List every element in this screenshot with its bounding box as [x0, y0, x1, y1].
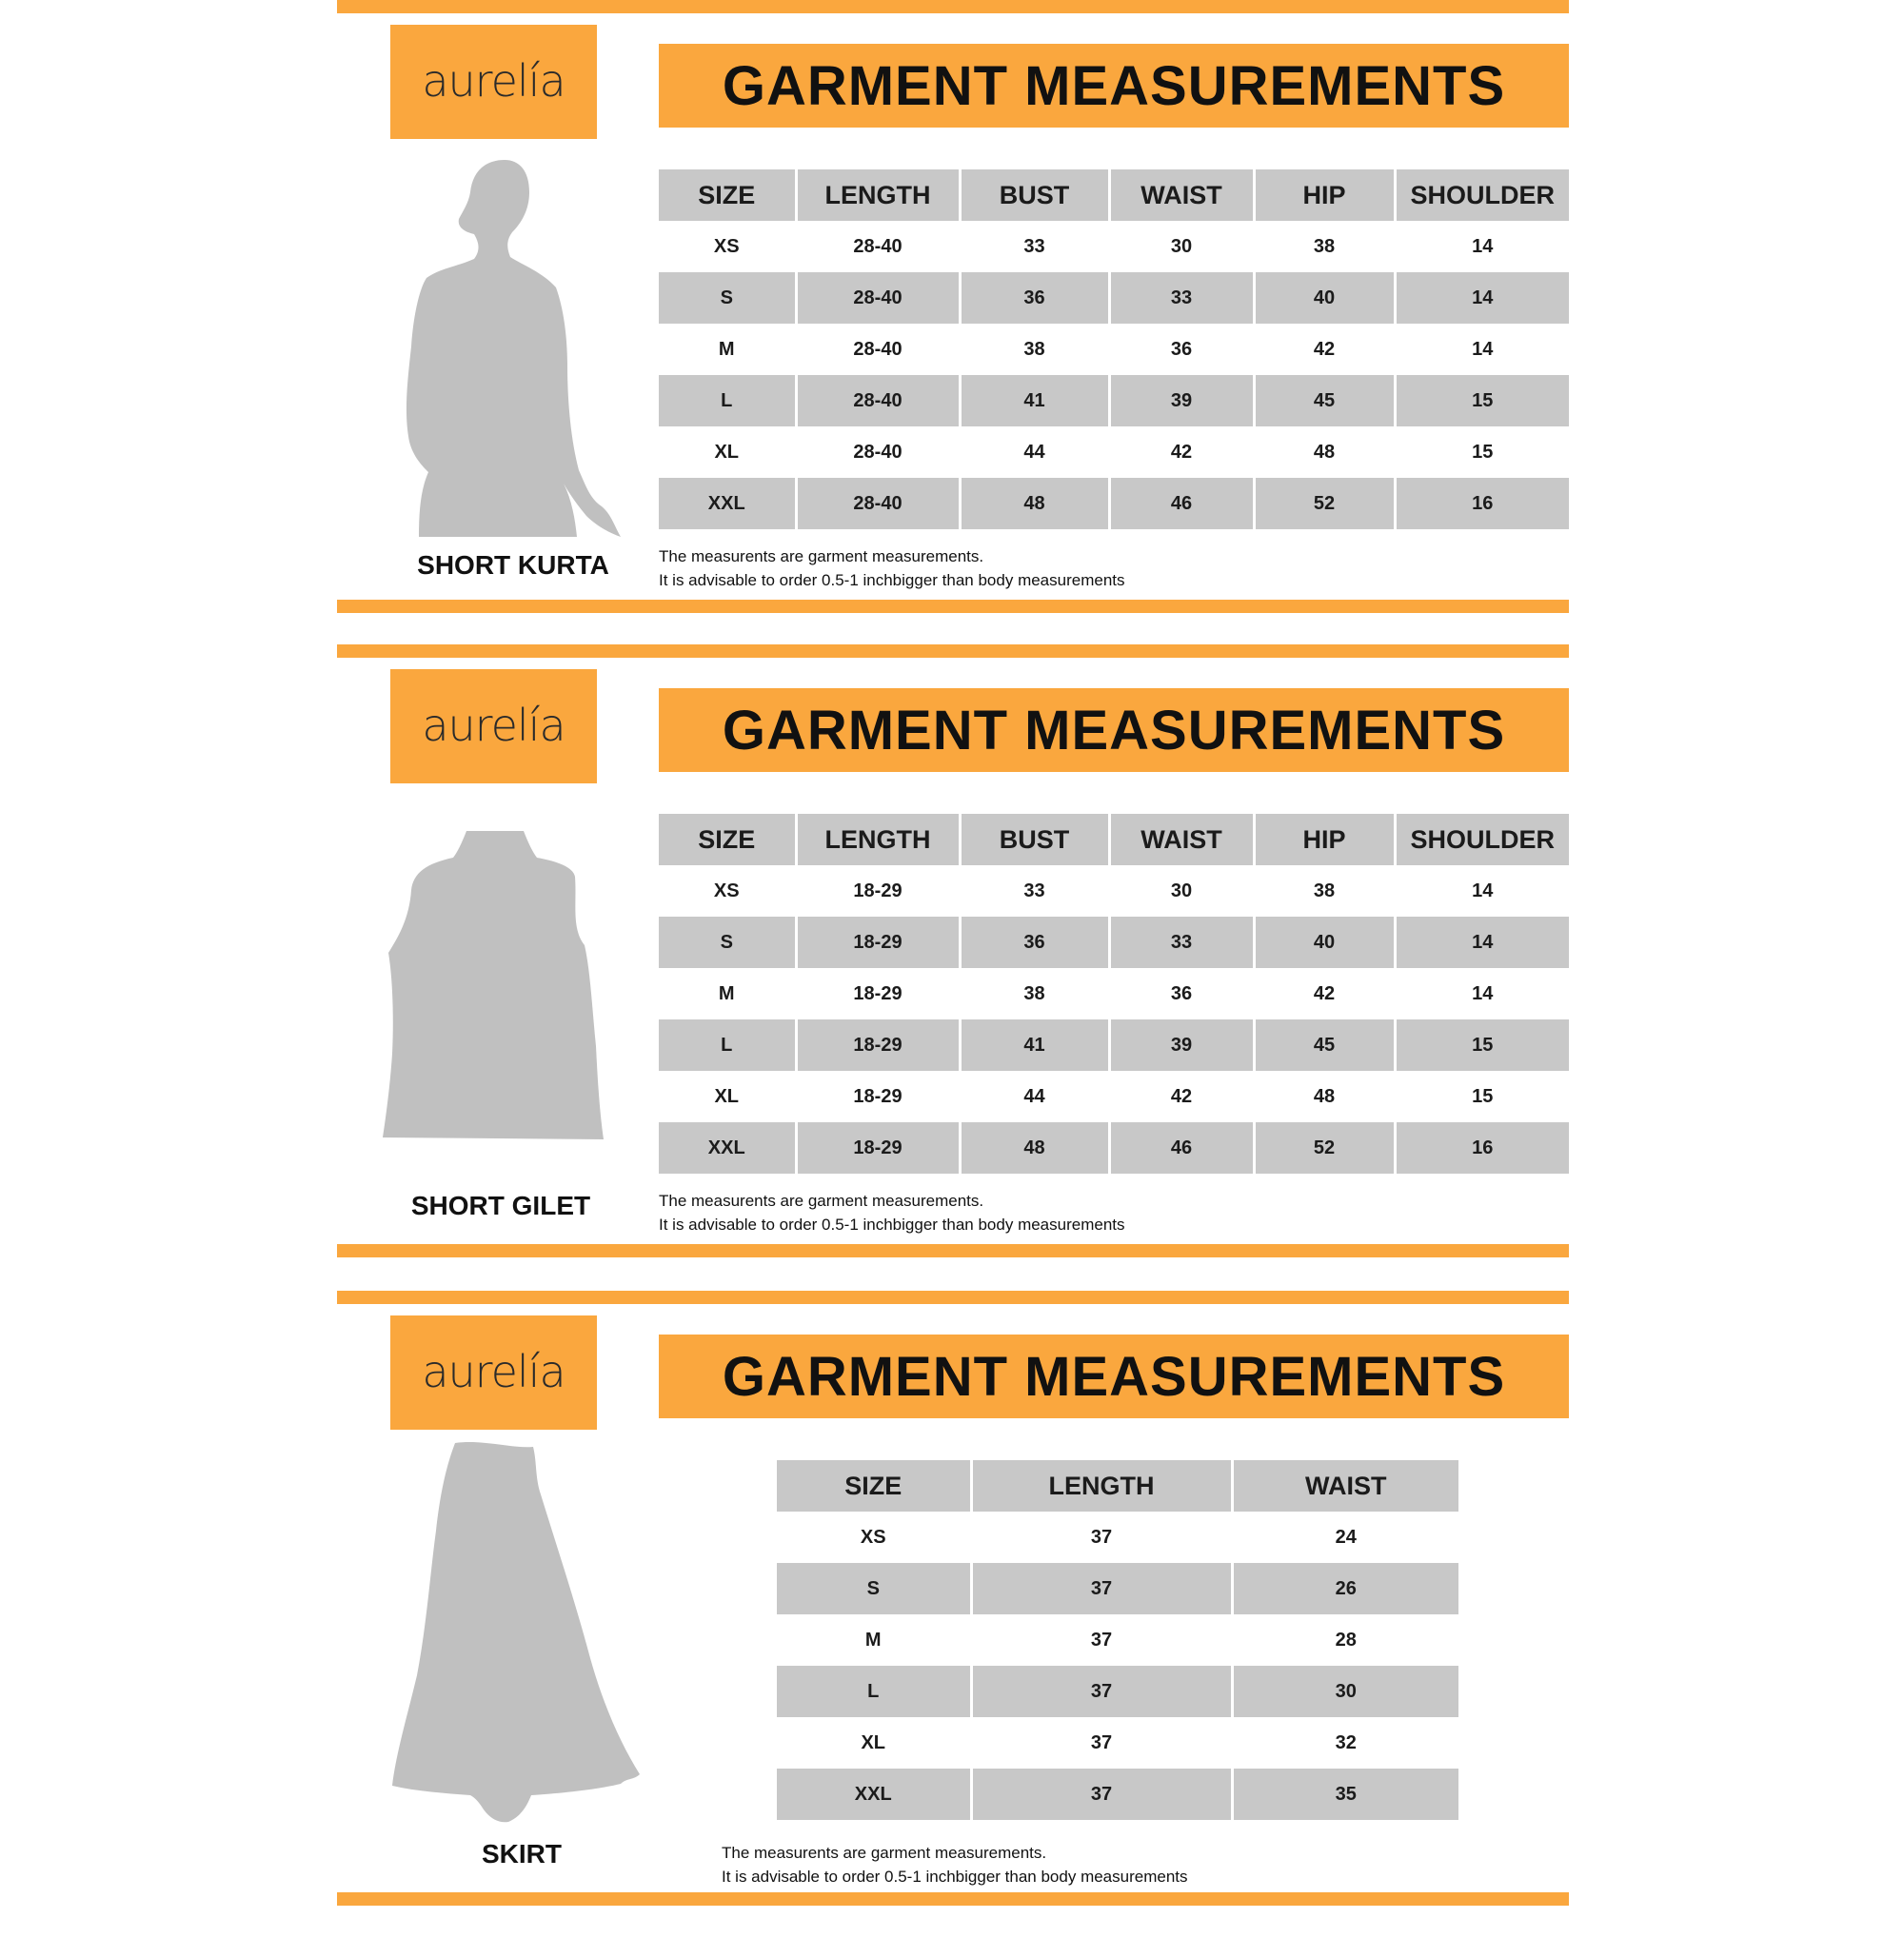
note-line: The measurents are garment measurements. — [659, 1192, 984, 1210]
column-header: BUST — [960, 814, 1109, 865]
table-cell: 46 — [1109, 478, 1254, 529]
table-row — [777, 1512, 1458, 1563]
table-cell: XS — [659, 221, 796, 272]
table-cell: S — [777, 1563, 971, 1614]
table-cell: 30 — [1109, 221, 1254, 272]
table-cell: 40 — [1254, 272, 1395, 324]
table-row — [659, 865, 1569, 917]
table-header-row — [777, 1460, 1458, 1512]
column-header: LENGTH — [796, 169, 960, 221]
table-cell: 38 — [960, 968, 1109, 1019]
measurement-table — [777, 1460, 1458, 1820]
table-cell: 28-40 — [796, 478, 960, 529]
column-header: SHOULDER — [1395, 169, 1569, 221]
table-cell: M — [659, 968, 796, 1019]
table-cell: 15 — [1395, 426, 1569, 478]
title-banner — [659, 44, 1569, 128]
brand-logo — [390, 1315, 597, 1430]
table-cell: 45 — [1254, 1019, 1395, 1071]
table-cell: 36 — [960, 917, 1109, 968]
measurement-note — [659, 1189, 1125, 1236]
table-cell: 28 — [1232, 1614, 1458, 1666]
table-cell: 18-29 — [796, 917, 960, 968]
table-cell: 33 — [1109, 272, 1254, 324]
accent-bar-top — [337, 644, 1569, 658]
table-cell: 52 — [1254, 478, 1395, 529]
table-cell: 33 — [960, 221, 1109, 272]
table-cell: 48 — [960, 1122, 1109, 1174]
table-row — [659, 426, 1569, 478]
table-cell: 39 — [1109, 1019, 1254, 1071]
table-cell: 45 — [1254, 375, 1395, 426]
table-cell: XXL — [659, 1122, 796, 1174]
kurta-silhouette-icon — [400, 156, 628, 541]
table-row — [659, 272, 1569, 324]
column-header: SIZE — [659, 814, 796, 865]
garment-label: SHORT GILET — [410, 1191, 591, 1220]
table-cell: 48 — [960, 478, 1109, 529]
table-cell: 37 — [971, 1614, 1232, 1666]
size-chart-skirt — [0, 1291, 1904, 1938]
accent-bar-top — [337, 1291, 1569, 1304]
table-row — [777, 1666, 1458, 1717]
brand-logo-text: aurelía — [422, 1346, 565, 1397]
table-row — [777, 1614, 1458, 1666]
table-cell: 16 — [1395, 478, 1569, 529]
table-cell: 41 — [960, 1019, 1109, 1071]
table-cell: L — [659, 375, 796, 426]
table-cell: M — [659, 324, 796, 375]
table-cell: L — [777, 1666, 971, 1717]
column-header: WAIST — [1232, 1460, 1458, 1512]
table-cell: XL — [659, 426, 796, 478]
table-cell: 14 — [1395, 968, 1569, 1019]
table-cell: XL — [777, 1717, 971, 1769]
table-cell: 41 — [960, 375, 1109, 426]
table-cell: 18-29 — [796, 1019, 960, 1071]
table-cell: 44 — [960, 1071, 1109, 1122]
table-cell: 37 — [971, 1512, 1232, 1563]
table-cell: 37 — [971, 1769, 1232, 1820]
table-cell: 15 — [1395, 1019, 1569, 1071]
table-cell: 24 — [1232, 1512, 1458, 1563]
table-cell: 14 — [1395, 324, 1569, 375]
table-cell: 26 — [1232, 1563, 1458, 1614]
table-cell: 42 — [1109, 1071, 1254, 1122]
table-cell: 28-40 — [796, 426, 960, 478]
size-chart-short-kurta — [0, 0, 1904, 647]
title-banner — [659, 1335, 1569, 1418]
table-cell: S — [659, 272, 796, 324]
table-row — [659, 917, 1569, 968]
garment-label: SKIRT — [482, 1839, 562, 1869]
table-cell: 36 — [960, 272, 1109, 324]
table-cell: 30 — [1232, 1666, 1458, 1717]
table-cell: XS — [659, 865, 796, 917]
page-title: GARMENT MEASUREMENTS — [722, 54, 1506, 117]
table-cell: 28-40 — [796, 324, 960, 375]
table-cell: 40 — [1254, 917, 1395, 968]
table-cell: 35 — [1232, 1769, 1458, 1820]
table-cell: 14 — [1395, 917, 1569, 968]
table-row — [659, 968, 1569, 1019]
page-title: GARMENT MEASUREMENTS — [722, 699, 1506, 761]
column-header: SIZE — [777, 1460, 971, 1512]
column-header: HIP — [1254, 814, 1395, 865]
table-cell: 18-29 — [796, 865, 960, 917]
note-line: The measurents are garment measurements. — [659, 547, 984, 565]
note-line: The measurents are garment measurements. — [722, 1844, 1047, 1862]
column-header: SHOULDER — [1395, 814, 1569, 865]
table-cell: 15 — [1395, 1071, 1569, 1122]
table-cell: 16 — [1395, 1122, 1569, 1174]
table-row — [777, 1717, 1458, 1769]
table-row — [777, 1563, 1458, 1614]
table-cell: 14 — [1395, 272, 1569, 324]
note-line: It is advisable to order 0.5-1 inchbigger than body measurements — [722, 1868, 1188, 1886]
table-cell: 46 — [1109, 1122, 1254, 1174]
table-header-row — [659, 169, 1569, 221]
skirt-silhouette-icon — [388, 1439, 645, 1826]
table-cell: 44 — [960, 426, 1109, 478]
table-row — [659, 221, 1569, 272]
table-cell: M — [777, 1614, 971, 1666]
page-title: GARMENT MEASUREMENTS — [722, 1345, 1506, 1408]
table-row — [659, 324, 1569, 375]
table-cell: 33 — [960, 865, 1109, 917]
table-cell: 32 — [1232, 1717, 1458, 1769]
table-cell: 38 — [960, 324, 1109, 375]
table-cell: 18-29 — [796, 1122, 960, 1174]
table-cell: 37 — [971, 1717, 1232, 1769]
column-header: LENGTH — [796, 814, 960, 865]
table-cell: 48 — [1254, 426, 1395, 478]
table-row — [659, 478, 1569, 529]
table-cell: 36 — [1109, 324, 1254, 375]
size-chart-short-gilet — [0, 644, 1904, 1292]
accent-bar-top — [337, 0, 1569, 13]
garment-label: SHORT KURTA — [417, 550, 609, 580]
table-cell: 28-40 — [796, 221, 960, 272]
table-cell: XXL — [659, 478, 796, 529]
table-cell: 28-40 — [796, 375, 960, 426]
table-cell: XL — [659, 1071, 796, 1122]
table-cell: 30 — [1109, 865, 1254, 917]
measurement-table — [659, 814, 1569, 1174]
gilet-silhouette-icon — [381, 827, 609, 1151]
table-row — [659, 1071, 1569, 1122]
table-cell: 39 — [1109, 375, 1254, 426]
table-cell: 37 — [971, 1563, 1232, 1614]
measurement-table — [659, 169, 1569, 529]
table-cell: L — [659, 1019, 796, 1071]
brand-logo-text: aurelía — [422, 700, 565, 751]
accent-bar-bottom — [337, 1244, 1569, 1257]
table-cell: S — [659, 917, 796, 968]
column-header: WAIST — [1109, 814, 1254, 865]
title-banner — [659, 688, 1569, 772]
table-row — [659, 1019, 1569, 1071]
table-cell: 48 — [1254, 1071, 1395, 1122]
table-cell: 33 — [1109, 917, 1254, 968]
measurement-note — [659, 544, 1125, 592]
table-cell: XXL — [777, 1769, 971, 1820]
table-cell: 42 — [1254, 968, 1395, 1019]
table-cell: 18-29 — [796, 1071, 960, 1122]
table-cell: 14 — [1395, 865, 1569, 917]
brand-logo — [390, 25, 597, 139]
table-cell: 37 — [971, 1666, 1232, 1717]
note-line: It is advisable to order 0.5-1 inchbigger than body measurements — [659, 571, 1125, 589]
measurement-note — [722, 1841, 1188, 1889]
table-row — [659, 1122, 1569, 1174]
table-cell: XS — [777, 1512, 971, 1563]
table-cell: 14 — [1395, 221, 1569, 272]
table-cell: 36 — [1109, 968, 1254, 1019]
table-row — [777, 1769, 1458, 1820]
column-header: HIP — [1254, 169, 1395, 221]
brand-logo-text: aurelía — [422, 55, 565, 107]
table-cell: 42 — [1109, 426, 1254, 478]
column-header: SIZE — [659, 169, 796, 221]
table-cell: 52 — [1254, 1122, 1395, 1174]
table-cell: 38 — [1254, 865, 1395, 917]
table-row — [659, 375, 1569, 426]
column-header: BUST — [960, 169, 1109, 221]
table-cell: 15 — [1395, 375, 1569, 426]
table-cell: 38 — [1254, 221, 1395, 272]
column-header: LENGTH — [971, 1460, 1232, 1512]
table-header-row — [659, 814, 1569, 865]
brand-logo — [390, 669, 597, 783]
table-cell: 42 — [1254, 324, 1395, 375]
accent-bar-bottom — [337, 600, 1569, 613]
column-header: WAIST — [1109, 169, 1254, 221]
table-cell: 28-40 — [796, 272, 960, 324]
table-cell: 18-29 — [796, 968, 960, 1019]
note-line: It is advisable to order 0.5-1 inchbigger than body measurements — [659, 1216, 1125, 1234]
